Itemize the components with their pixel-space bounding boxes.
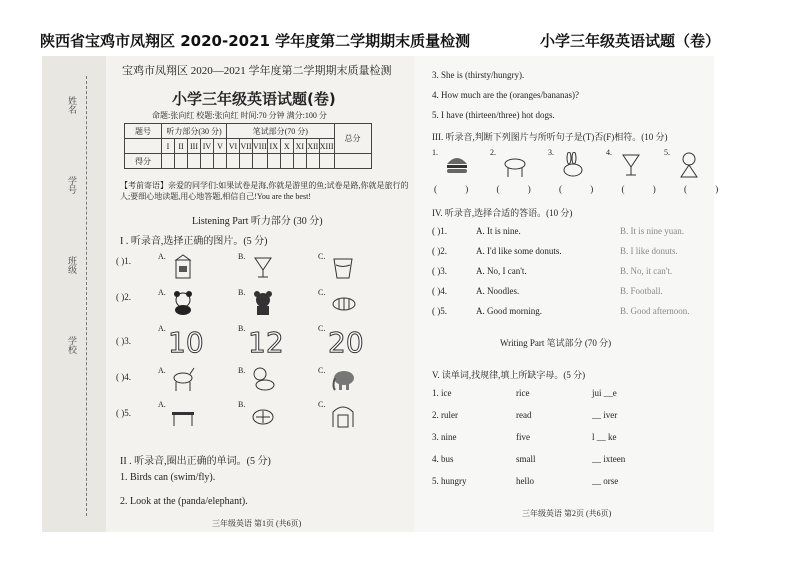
p1-q1: 1. Birds can (swim/fly).	[120, 472, 216, 483]
header-right: 小学三年级英语试题（卷）	[540, 32, 721, 50]
q2-b: B.	[238, 288, 246, 297]
ans2-b: B. I like donuts.	[620, 246, 678, 256]
section2-heading: II . 听录音,圈出正确的单词。(5 分)	[120, 456, 271, 467]
q4-label: ( )4.	[116, 372, 131, 382]
roman-9: IX	[267, 139, 280, 154]
ans3-a: A. No, I can't.	[476, 266, 527, 276]
header-left: 陕西省宝鸡市凤翔区 2020-2021 学年度第二学期期末质量检测	[40, 32, 471, 50]
q5-c: C.	[318, 400, 326, 409]
q1-b: B.	[238, 252, 246, 261]
q2-label: ( )2.	[116, 292, 131, 302]
number-10: 10	[168, 326, 204, 359]
q3-b: B.	[238, 324, 246, 333]
ans1-label: ( )1.	[432, 226, 447, 236]
p2-footer: 三年级英语 第2页 (共6页)	[522, 509, 612, 518]
q1-c: C.	[318, 252, 326, 261]
side-name: 姓名	[67, 96, 77, 114]
p1-meta: 命题:张向红 校题:张向红 时间:70 分钟 满分:100 分	[152, 111, 327, 120]
cut-line	[86, 76, 88, 516]
word4-a: 4. bus	[432, 454, 454, 464]
roman-11: XI	[293, 139, 306, 154]
q5-a: A.	[158, 400, 166, 409]
score-table	[124, 123, 372, 169]
p1-title1: 宝鸡市凤翔区 2020—2021 学年度第二学期期末质量检测	[122, 65, 392, 77]
word3-b: five	[516, 432, 530, 442]
q3-a: A.	[158, 324, 166, 333]
noodle-cup-icon	[330, 254, 356, 280]
roman-13: XIII	[319, 139, 334, 154]
tiger-icon	[330, 290, 356, 316]
word1-a: 1. ice	[432, 388, 452, 398]
q1-a: A.	[158, 252, 166, 261]
p1-footer: 三年级英语 第1页 (共6页)	[212, 519, 302, 528]
score-total-label: 总分	[334, 124, 371, 154]
ans4-b: B. Football.	[620, 286, 663, 296]
word3-c: l __ ke	[592, 432, 617, 442]
q2-c: C.	[318, 288, 326, 297]
q4-c: C.	[318, 366, 326, 375]
wolf-icon	[502, 152, 528, 178]
horse-icon	[170, 366, 196, 392]
q3-label: ( )3.	[116, 336, 131, 346]
word4-c: __ ixteen	[592, 454, 626, 464]
ans2-label: ( )2.	[432, 246, 447, 256]
juice-glass-icon	[250, 254, 276, 280]
score-s-label: 得分	[125, 154, 162, 169]
number-12: 12	[248, 326, 284, 359]
q1-label: ( )1.	[116, 256, 131, 266]
img-2-label: 2.	[490, 148, 496, 157]
ans4-a: A. Noodles.	[476, 286, 520, 296]
dog-icon	[250, 366, 276, 392]
number-20: 20	[328, 326, 364, 359]
roman-8: VIII	[253, 139, 268, 154]
drink-glass-icon	[618, 152, 644, 178]
ans4-label: ( )4.	[432, 286, 447, 296]
ans5-b: B. Good afternoon.	[620, 306, 690, 316]
side-id: 学号	[67, 176, 77, 194]
word2-a: 2. ruler	[432, 410, 458, 420]
roman-4: IV	[201, 139, 214, 154]
turtle-icon	[250, 402, 276, 428]
p2-q3: 3. She is (thirsty/hungry).	[432, 70, 525, 80]
img-4-label: 4.	[606, 148, 612, 157]
bear-icon	[250, 290, 276, 316]
ans5-label: ( )5.	[432, 306, 447, 316]
binding-strip	[42, 56, 106, 532]
exam-page-1	[42, 56, 414, 532]
score-write-label: 笔试部分(70 分)	[227, 124, 335, 139]
listening-heading: Listening Part 听力部分 (30 分)	[192, 216, 323, 227]
writing-heading: Writing Part 笔试部分 (70 分)	[500, 338, 612, 348]
p1-q2: 2. Look at the (panda/elephant).	[120, 496, 248, 507]
word5-a: 5. hungry	[432, 476, 467, 486]
section1-heading: I . 听录音,选择正确的图片。(5 分)	[120, 236, 268, 247]
word1-c: jui __e	[592, 388, 617, 398]
roman-10: X	[280, 139, 293, 154]
ans1-b: B. It is nine yuan.	[620, 226, 684, 236]
img-5-label: 5.	[664, 148, 670, 157]
q4-a: A.	[158, 366, 166, 375]
rabbit-icon	[560, 152, 586, 178]
p2-q4: 4. How much are the (oranges/bananas)?	[432, 90, 579, 100]
ans3-b: B. No, it can't.	[620, 266, 673, 276]
roman-7: VII	[240, 139, 253, 154]
word2-c: __ iver	[592, 410, 618, 420]
word3-a: 3. nine	[432, 432, 457, 442]
side-class: 班级	[67, 256, 77, 274]
bench-icon	[170, 402, 196, 428]
score-q-label: 题号	[125, 124, 162, 139]
p2-q5: 5. I have (thirteen/three) hot dogs.	[432, 110, 555, 120]
exam-tip: 【考前寄语】亲爱的同学们:如果试卷是海,你就是游里的鱼;试卷是路,你就是旅行的人;要细心地读题,用心地答题,相信自己!You are the best!	[120, 181, 409, 201]
section5-heading: V. 读单词,找规律,填上所缺字母。(5 分)	[432, 370, 586, 380]
q2-a: A.	[158, 288, 166, 297]
roman-12: XII	[306, 139, 319, 154]
section4-heading: IV. 听录音,选择合适的答语。(10 分)	[432, 208, 573, 218]
word4-b: small	[516, 454, 536, 464]
roman-3: III	[188, 139, 201, 154]
q3-c: C.	[318, 324, 326, 333]
ans2-a: A. I'd like some donuts.	[476, 246, 562, 256]
word5-b: hello	[516, 476, 534, 486]
ans5-a: A. Good morning.	[476, 306, 542, 316]
gate-icon	[330, 402, 356, 428]
img-1-label: 1.	[432, 148, 438, 157]
q5-b: B.	[238, 400, 246, 409]
section3-heading: III. 听录音,判断下列图片与所听句子是(T)否(F)相符。(10 分)	[432, 132, 668, 142]
word1-b: rice	[516, 388, 530, 398]
word5-c: __ orse	[592, 476, 619, 486]
milk-carton-icon	[170, 254, 196, 280]
elephant-icon	[330, 366, 356, 392]
roman-1: I	[162, 139, 175, 154]
q4-b: B.	[238, 366, 246, 375]
roman-5: V	[214, 139, 227, 154]
score-listen-label: 听力部分(30 分)	[162, 124, 227, 139]
roman-6: VI	[227, 139, 240, 154]
judge-brackets: ( ) ( ) ( ) ( ) ( )	[434, 184, 719, 194]
girl-icon	[676, 152, 702, 178]
img-3-label: 3.	[548, 148, 554, 157]
burger-icon	[444, 152, 470, 178]
p1-title2: 小学三年级英语试题(卷)	[172, 90, 336, 108]
roman-2: II	[175, 139, 188, 154]
q5-label: ( )5.	[116, 408, 131, 418]
ans3-label: ( )3.	[432, 266, 447, 276]
word2-b: read	[516, 410, 532, 420]
side-school: 学校	[67, 336, 77, 354]
exam-page-2	[414, 56, 719, 532]
panda-icon	[170, 290, 196, 316]
ans1-a: A. It is nine.	[476, 226, 521, 236]
